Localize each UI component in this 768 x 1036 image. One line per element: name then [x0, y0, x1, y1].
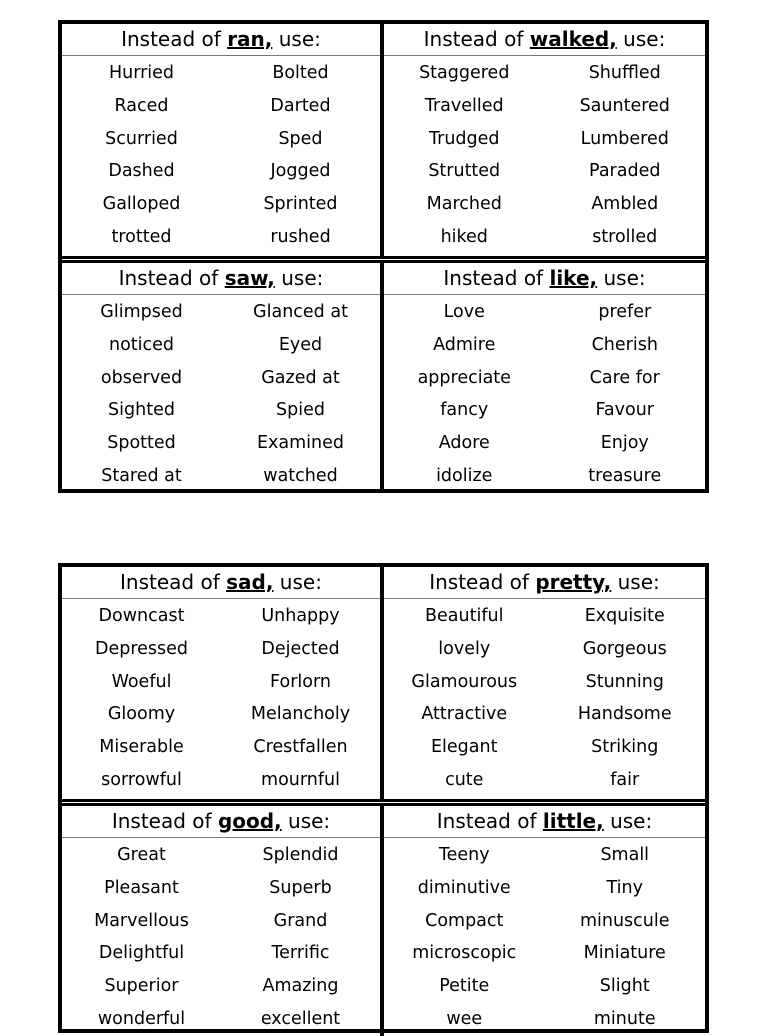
synonym-word: treasure	[588, 465, 662, 486]
panel-saw	[62, 263, 384, 493]
synonym-word: Compact	[425, 910, 504, 931]
heading-prefix: Instead of	[436, 809, 543, 833]
synonym-word: Sped	[278, 128, 323, 149]
synonym-word: Superb	[269, 877, 332, 898]
heading-prefix: Instead of	[111, 809, 218, 833]
heading-suffix: use:	[597, 266, 646, 290]
synonym-word: Paraded	[589, 161, 661, 182]
synonym-word: Gloomy	[107, 704, 176, 725]
heading-keyword: little,	[542, 809, 604, 833]
panel-like	[384, 263, 705, 493]
panel-heading	[62, 24, 380, 56]
synonym-word: Superior	[104, 976, 179, 997]
panel-heading	[62, 806, 380, 838]
synonym-word: Petite	[439, 976, 490, 997]
synonym-word: Galloped	[102, 194, 181, 215]
synonym-word: Terrific	[271, 943, 330, 964]
synonym-word: Glamourous	[411, 671, 518, 692]
synonym-word: sorrowful	[101, 769, 182, 790]
heading-keyword: ran,	[227, 27, 273, 51]
synonym-word: Shuffled	[588, 63, 661, 83]
synonym-word: Admire	[433, 334, 496, 355]
panel-heading	[62, 567, 380, 599]
heading-suffix: use:	[603, 809, 653, 833]
synonym-word: Splendid	[262, 845, 339, 865]
heading-suffix: use:	[273, 570, 322, 594]
synonym-word: Teeny	[438, 845, 490, 865]
synonym-word: Spied	[276, 400, 325, 421]
synonym-word: Jogged	[270, 161, 331, 182]
synonym-word: Sauntered	[579, 95, 670, 116]
synonym-word: Amazing	[262, 976, 339, 997]
synonym-word: hiked	[440, 226, 488, 247]
synonym-list	[62, 56, 380, 254]
synonym-word: Miniature	[583, 943, 666, 964]
synonym-word: Favour	[595, 400, 655, 421]
synonym-word: Lumbered	[580, 128, 669, 149]
synonym-list	[384, 56, 705, 254]
synonym-word: appreciate	[417, 367, 511, 388]
synonym-word: Scurried	[105, 128, 178, 149]
synonym-word: Marched	[426, 194, 502, 215]
synonym-word: Beautiful	[425, 606, 504, 626]
synonym-word: Bolted	[272, 63, 329, 83]
heading-prefix: Instead of	[429, 570, 536, 594]
synonym-list	[62, 599, 380, 797]
heading-keyword: saw,	[224, 266, 275, 290]
synonym-word: cute	[445, 769, 484, 790]
synonym-word: Downcast	[98, 606, 185, 626]
synonym-word: mournful	[261, 769, 340, 790]
synonym-word: Exquisite	[584, 606, 665, 626]
synonym-word: Spotted	[107, 433, 176, 454]
grid-row	[62, 567, 705, 806]
synonym-word: Stunning	[585, 671, 664, 692]
heading-prefix: Instead of	[121, 27, 228, 51]
panel-heading	[384, 806, 705, 838]
grid-row	[62, 263, 705, 493]
synonym-word: Attractive	[421, 704, 508, 725]
synonym-word: Slight	[599, 976, 650, 997]
synonym-list	[384, 599, 705, 797]
synonym-word: lovely	[438, 638, 491, 659]
synonym-word: Gazed at	[261, 367, 340, 388]
synonym-word: Handsome	[577, 704, 672, 725]
heading-suffix: use:	[274, 266, 324, 290]
synonym-word: Trudged	[429, 128, 500, 149]
panel-pretty	[384, 567, 705, 799]
synonym-word: fancy	[440, 400, 489, 421]
word-grid-bottom	[58, 563, 709, 1033]
grid-row	[62, 806, 705, 1036]
synonym-word: Melancholy	[250, 704, 351, 725]
panel-good	[62, 806, 384, 1036]
synonym-word: Ambled	[591, 194, 659, 215]
synonym-word: Enjoy	[600, 433, 649, 454]
panel-heading	[384, 24, 705, 56]
synonym-word: Sprinted	[263, 194, 338, 215]
synonym-list	[62, 838, 380, 1036]
synonym-word: diminutive	[417, 877, 511, 898]
heading-keyword: sad,	[226, 570, 274, 594]
heading-prefix: Instead of	[443, 266, 550, 290]
panel-ran	[62, 24, 384, 256]
synonym-word: Miserable	[99, 737, 184, 758]
heading-suffix: use:	[611, 570, 660, 594]
heading-prefix: Instead of	[120, 570, 227, 594]
synonym-word: minuscule	[579, 910, 670, 931]
synonym-word: prefer	[598, 302, 652, 322]
heading-prefix: Instead of	[423, 27, 530, 51]
heading-keyword: pretty,	[535, 570, 612, 594]
synonym-word: Forlorn	[270, 671, 331, 692]
heading-suffix: use:	[281, 809, 331, 833]
synonym-list	[384, 838, 705, 1036]
synonym-word: noticed	[108, 334, 175, 355]
synonym-word: Sighted	[108, 400, 175, 421]
panel-heading	[384, 263, 705, 295]
synonym-word: wonderful	[97, 1008, 186, 1029]
synonym-word: Small	[600, 845, 650, 865]
synonym-word: Strutted	[428, 161, 501, 182]
synonym-word: Great	[117, 845, 166, 865]
word-grid-top	[58, 20, 709, 493]
synonym-word: Dashed	[108, 161, 175, 182]
synonym-list	[384, 295, 705, 493]
synonym-word: Woeful	[111, 671, 172, 692]
panel-sad	[62, 567, 384, 799]
synonym-word: watched	[263, 465, 338, 486]
grid-row	[62, 24, 705, 263]
synonym-word: Elegant	[431, 737, 498, 758]
synonym-word: Delightful	[98, 943, 185, 964]
heading-keyword: walked,	[529, 27, 617, 51]
heading-prefix: Instead of	[118, 266, 225, 290]
synonym-word: Tiny	[606, 877, 643, 898]
synonym-word: idolize	[436, 465, 493, 486]
synonym-word: Hurried	[108, 63, 175, 83]
heading-suffix: use:	[272, 27, 321, 51]
synonym-word: Stared at	[101, 465, 182, 486]
synonym-word: Care for	[589, 367, 660, 388]
synonym-word: Dejected	[261, 638, 340, 659]
synonym-word: Pleasant	[104, 877, 179, 898]
synonym-word: Raced	[114, 95, 169, 116]
synonym-word: Examined	[256, 433, 344, 454]
synonym-word: trotted	[111, 226, 172, 247]
synonym-word: wee	[446, 1008, 483, 1029]
panel-heading	[384, 567, 705, 599]
synonym-word: minute	[593, 1008, 656, 1029]
synonym-word: Striking	[591, 737, 659, 758]
synonym-word: Glimpsed	[100, 302, 183, 322]
heading-suffix: use:	[616, 27, 666, 51]
heading-keyword: like,	[549, 266, 598, 290]
heading-keyword: good,	[217, 809, 282, 833]
synonym-word: rushed	[270, 226, 331, 247]
synonym-word: Gorgeous	[582, 638, 667, 659]
synonym-word: observed	[100, 367, 183, 388]
synonym-word: strolled	[592, 226, 658, 247]
synonym-word: Darted	[270, 95, 331, 116]
panel-walked	[384, 24, 705, 256]
synonym-word: Eyed	[278, 334, 323, 355]
synonym-word: Cherish	[591, 334, 658, 355]
synonym-list	[62, 295, 380, 493]
synonym-word: microscopic	[412, 943, 517, 964]
synonym-word: Depressed	[94, 638, 189, 659]
synonym-word: fair	[610, 769, 640, 790]
synonym-word: Glanced at	[253, 302, 348, 322]
panel-heading	[62, 263, 380, 295]
synonym-word: excellent	[260, 1008, 341, 1029]
synonym-word: Marvellous	[94, 910, 189, 931]
synonym-word: Love	[443, 302, 485, 322]
synonym-word: Unhappy	[261, 606, 340, 626]
synonym-word: Adore	[438, 433, 490, 454]
synonym-word: Crestfallen	[253, 737, 348, 758]
synonym-word: Travelled	[424, 95, 504, 116]
synonym-word: Staggered	[419, 63, 510, 83]
panel-little	[384, 806, 705, 1036]
synonym-word: Grand	[273, 910, 328, 931]
